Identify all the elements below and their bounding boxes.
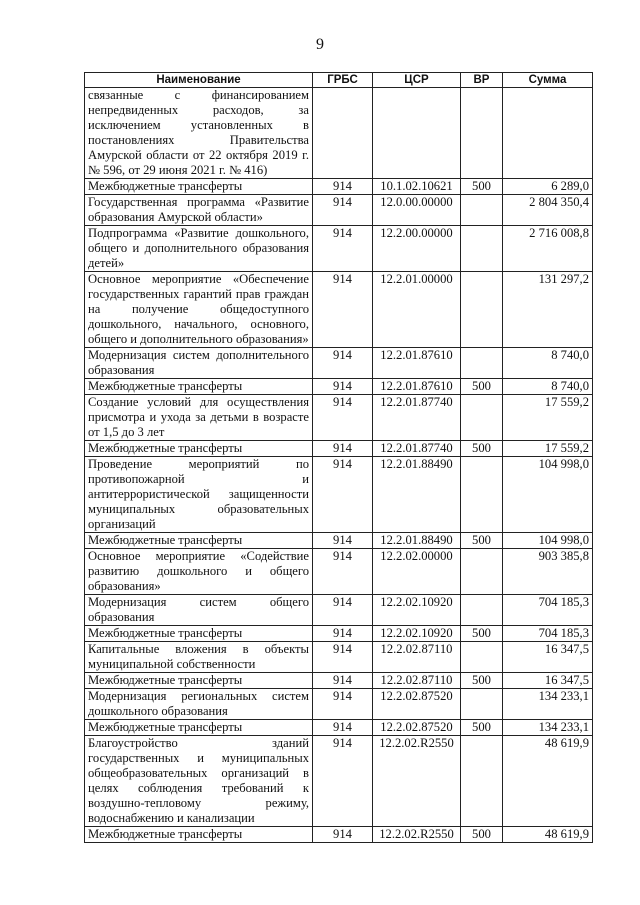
cell-vr	[461, 595, 503, 626]
table-row	[85, 348, 593, 379]
cell-name: Модернизация систем общего образования	[85, 595, 313, 626]
cell-name: Создание условий для осуществления присмотра и ухода за детьми в возрасте от 1,5 до 3 лет	[85, 395, 313, 441]
cell-grbs: 914	[313, 720, 373, 736]
cell-name: Основное мероприятие «Содействие развитию дошкольного и общего образования»	[85, 549, 313, 595]
cell-vr: 500	[461, 379, 503, 395]
cell-sum: 131 297,2	[503, 272, 593, 348]
cell-vr	[461, 348, 503, 379]
table-header-row	[85, 73, 593, 88]
cell-sum: 134 233,1	[503, 689, 593, 720]
cell-grbs: 914	[313, 827, 373, 843]
column-header-sum: Сумма	[503, 73, 593, 88]
cell-sum: 16 347,5	[503, 642, 593, 673]
cell-sum: 2 804 350,4	[503, 195, 593, 226]
table-row	[85, 720, 593, 736]
cell-name: связанные с финансированием непредвиденных расходов, за исключением установленных в постановлениях Правительства Амурской области от 22 октября 2019 г. № 596, от 29 июня 2021 г. № 416)	[85, 88, 313, 179]
table-row	[85, 195, 593, 226]
table-row	[85, 179, 593, 195]
cell-grbs	[313, 88, 373, 179]
cell-grbs: 914	[313, 272, 373, 348]
table-row	[85, 595, 593, 626]
cell-grbs: 914	[313, 179, 373, 195]
cell-vr: 500	[461, 626, 503, 642]
cell-grbs: 914	[313, 348, 373, 379]
cell-sum: 104 998,0	[503, 457, 593, 533]
column-header-grbs: ГРБС	[313, 73, 373, 88]
cell-name: Межбюджетные трансферты	[85, 379, 313, 395]
cell-vr	[461, 736, 503, 827]
cell-csr: 12.2.01.87610	[373, 348, 461, 379]
cell-name: Межбюджетные трансферты	[85, 626, 313, 642]
table-row	[85, 549, 593, 595]
table-row	[85, 226, 593, 272]
cell-csr: 12.2.01.87740	[373, 441, 461, 457]
cell-csr: 12.2.02.10920	[373, 626, 461, 642]
cell-csr: 12.2.02.10920	[373, 595, 461, 626]
table-row	[85, 689, 593, 720]
cell-vr	[461, 226, 503, 272]
cell-grbs: 914	[313, 226, 373, 272]
cell-sum: 17 559,2	[503, 441, 593, 457]
table-row	[85, 673, 593, 689]
column-header-csr: ЦСР	[373, 73, 461, 88]
cell-name: Межбюджетные трансферты	[85, 533, 313, 549]
cell-sum: 16 347,5	[503, 673, 593, 689]
table-row	[85, 272, 593, 348]
budget-table	[84, 72, 593, 843]
cell-name: Межбюджетные трансферты	[85, 720, 313, 736]
column-header-name: Наименование	[85, 73, 313, 88]
cell-grbs: 914	[313, 642, 373, 673]
cell-sum	[503, 88, 593, 179]
cell-vr	[461, 195, 503, 226]
cell-grbs: 914	[313, 457, 373, 533]
cell-csr: 12.2.01.88490	[373, 457, 461, 533]
table-row	[85, 457, 593, 533]
cell-vr	[461, 457, 503, 533]
cell-grbs: 914	[313, 626, 373, 642]
cell-csr: 12.2.01.87610	[373, 379, 461, 395]
cell-grbs: 914	[313, 395, 373, 441]
cell-csr: 12.2.02.87520	[373, 689, 461, 720]
cell-name: Межбюджетные трансферты	[85, 827, 313, 843]
cell-csr: 12.2.00.00000	[373, 226, 461, 272]
cell-csr: 12.2.02.R2550	[373, 827, 461, 843]
cell-name: Благоустройство зданий государственных и муниципальных общеобразовательных организаций в целях соблюдения требований к воздушно-тепловому режиму, водоснабжению и канализации	[85, 736, 313, 827]
cell-sum: 8 740,0	[503, 379, 593, 395]
page-number: 9	[316, 36, 324, 53]
cell-vr	[461, 88, 503, 179]
cell-vr: 500	[461, 673, 503, 689]
table-body	[85, 88, 593, 843]
cell-name: Межбюджетные трансферты	[85, 441, 313, 457]
cell-sum: 48 619,9	[503, 736, 593, 827]
table-row	[85, 441, 593, 457]
table-row	[85, 88, 593, 179]
cell-grbs: 914	[313, 549, 373, 595]
cell-grbs: 914	[313, 673, 373, 689]
cell-sum: 903 385,8	[503, 549, 593, 595]
cell-sum: 17 559,2	[503, 395, 593, 441]
cell-sum: 134 233,1	[503, 720, 593, 736]
cell-vr	[461, 689, 503, 720]
cell-csr: 12.2.02.00000	[373, 549, 461, 595]
cell-csr: 12.0.00.00000	[373, 195, 461, 226]
cell-grbs: 914	[313, 689, 373, 720]
cell-grbs: 914	[313, 533, 373, 549]
table-row	[85, 626, 593, 642]
cell-name: Межбюджетные трансферты	[85, 179, 313, 195]
cell-sum: 704 185,3	[503, 626, 593, 642]
cell-csr: 12.2.02.87110	[373, 642, 461, 673]
cell-name: Модернизация региональных систем дошкольного образования	[85, 689, 313, 720]
cell-name: Капитальные вложения в объекты муниципальной собственности	[85, 642, 313, 673]
cell-name: Подпрограмма «Развитие дошкольного, общего и дополнительного образования детей»	[85, 226, 313, 272]
cell-vr	[461, 549, 503, 595]
cell-grbs: 914	[313, 379, 373, 395]
table-row	[85, 379, 593, 395]
cell-csr: 12.2.01.87740	[373, 395, 461, 441]
cell-sum: 2 716 008,8	[503, 226, 593, 272]
cell-vr	[461, 272, 503, 348]
cell-grbs: 914	[313, 595, 373, 626]
cell-csr: 12.2.01.88490	[373, 533, 461, 549]
cell-name: Межбюджетные трансферты	[85, 673, 313, 689]
cell-csr: 12.2.02.87110	[373, 673, 461, 689]
cell-vr: 500	[461, 720, 503, 736]
cell-sum: 704 185,3	[503, 595, 593, 626]
cell-csr: 10.1.02.10621	[373, 179, 461, 195]
cell-vr	[461, 395, 503, 441]
table-row	[85, 642, 593, 673]
cell-vr: 500	[461, 827, 503, 843]
cell-name: Модернизация систем дополнительного образования	[85, 348, 313, 379]
cell-vr	[461, 642, 503, 673]
cell-vr: 500	[461, 441, 503, 457]
cell-grbs: 914	[313, 195, 373, 226]
table-row	[85, 736, 593, 827]
cell-name: Проведение мероприятий по противопожарной и антитеррористической защищенности муниципальных образовательных организаций	[85, 457, 313, 533]
cell-sum: 48 619,9	[503, 827, 593, 843]
cell-csr: 12.2.01.00000	[373, 272, 461, 348]
cell-sum: 104 998,0	[503, 533, 593, 549]
cell-grbs: 914	[313, 736, 373, 827]
table-row	[85, 533, 593, 549]
column-header-vr: ВР	[461, 73, 503, 88]
cell-grbs: 914	[313, 441, 373, 457]
table-row	[85, 827, 593, 843]
cell-csr: 12.2.02.87520	[373, 720, 461, 736]
cell-vr: 500	[461, 179, 503, 195]
cell-csr: 12.2.02.R2550	[373, 736, 461, 827]
cell-name: Основное мероприятие «Обеспечение государственных гарантий прав граждан на получение общедоступного дошкольного, начального, основного, общего и дополнительного образования»	[85, 272, 313, 348]
cell-sum: 6 289,0	[503, 179, 593, 195]
cell-sum: 8 740,0	[503, 348, 593, 379]
cell-csr	[373, 88, 461, 179]
table-row	[85, 395, 593, 441]
cell-name: Государственная программа «Развитие образования Амурской области»	[85, 195, 313, 226]
cell-vr: 500	[461, 533, 503, 549]
